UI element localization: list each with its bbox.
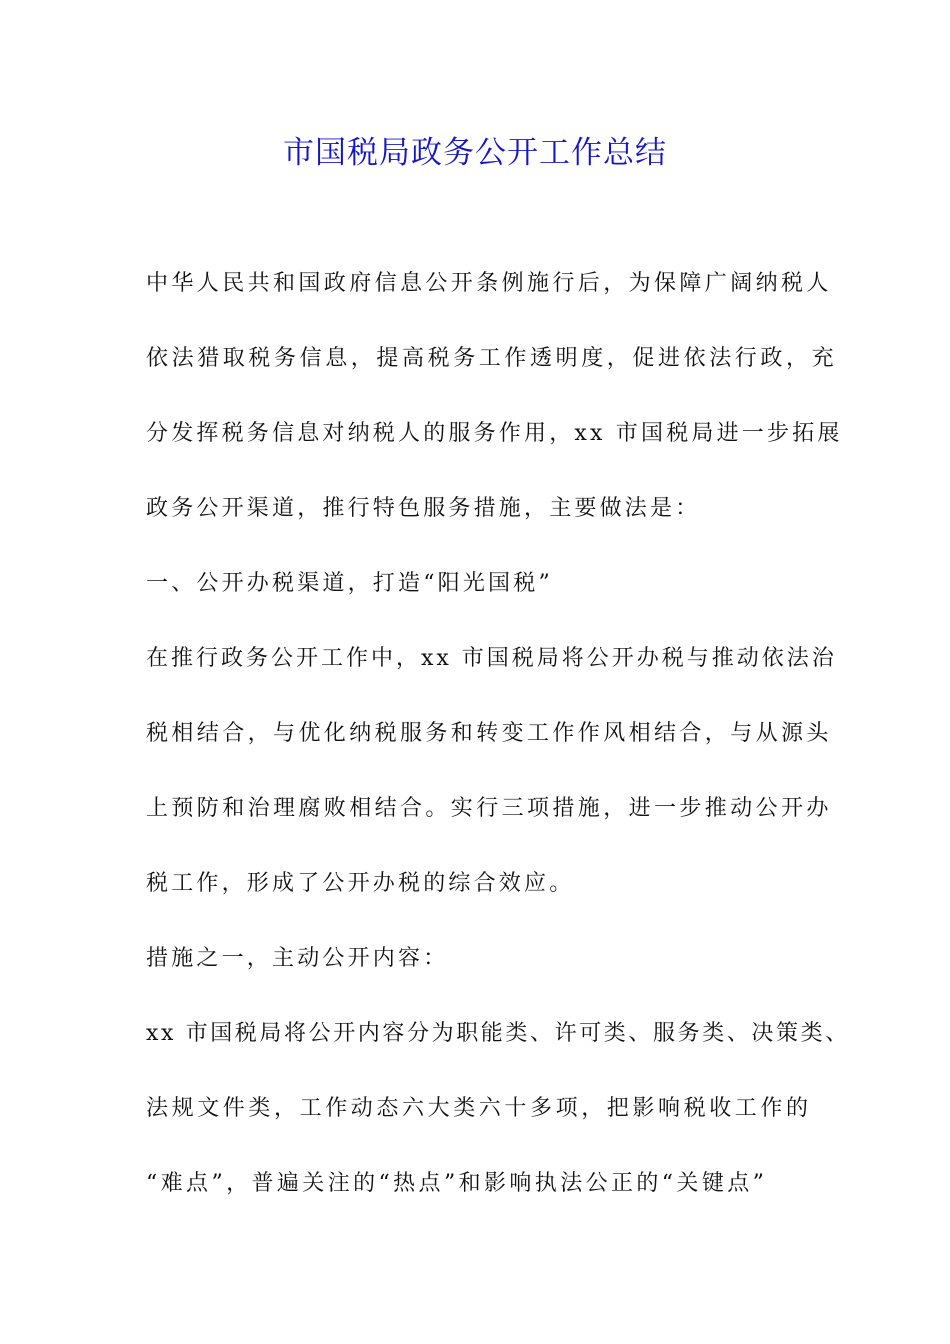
- paragraph-line-6: 税相结合，与优化纳税服务和转变工作作风相结合，与从源头: [146, 721, 832, 746]
- paragraph-line-3: 分发挥税务信息对纳税人的服务作用，xx 市国税局进一步拓展: [146, 421, 843, 446]
- section-heading-1: 一、公开办税渠道，打造“阳光国税”: [146, 571, 553, 596]
- paragraph-line-4: 政务公开渠道，推行特色服务措施，主要做法是：: [146, 496, 701, 521]
- paragraph-line-9: xx 市国税局将公开内容分为职能类、许可类、服务类、决策类、: [146, 1021, 850, 1046]
- paragraph-line-2: 依法猎取税务信息，提高税务工作透明度，促进依法行政，充: [146, 346, 838, 371]
- paragraph-line-10: 法规文件类，工作动态六大类六十多项，把影响税收工作的: [146, 1096, 812, 1121]
- document-title: 市国税局政务公开工作总结: [283, 135, 667, 171]
- paragraph-line-11: “难点”，普遍关注的“热点”和影响执法公正的“关键点”: [146, 1171, 768, 1196]
- paragraph-line-1: 中华人民共和国政府信息公开条例施行后，为保障广阔纳税人: [146, 271, 832, 296]
- paragraph-line-7: 上预防和治理腐败相结合。实行三项措施，进一步推动公开办: [146, 796, 832, 821]
- sub-heading-measure-1: 措施之一，主动公开内容：: [146, 946, 449, 971]
- paragraph-line-8: 税工作，形成了公开办税的综合效应。: [146, 871, 575, 896]
- paragraph-line-5: 在推行政务公开工作中，xx 市国税局将公开办税与推动依法治: [146, 646, 837, 671]
